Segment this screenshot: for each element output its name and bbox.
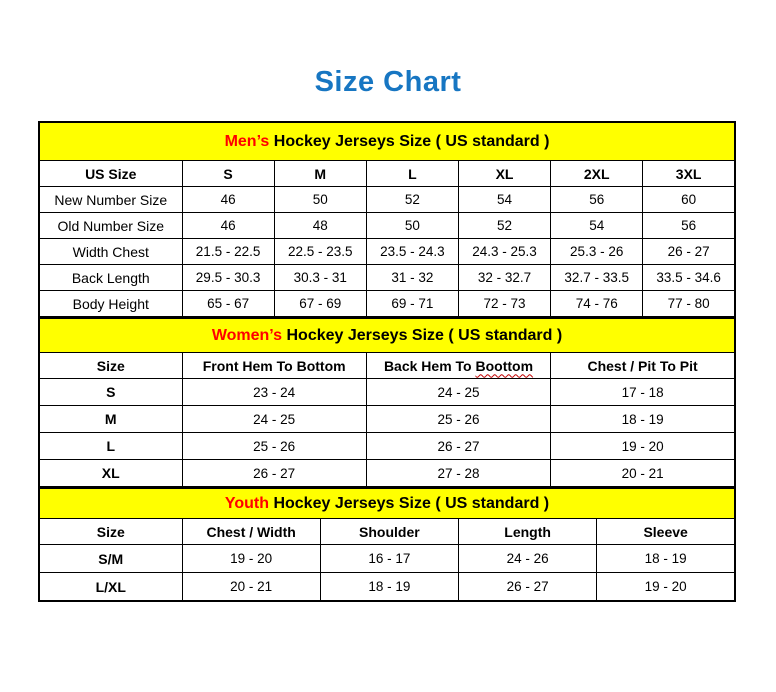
table-row [39,239,735,265]
cell-value: 25 - 26 [366,406,550,433]
column-header-misspelled [366,353,550,379]
column-header: 2XL [551,161,643,187]
cell-value: 20 - 21 [182,573,320,602]
cell-value: 18 - 19 [320,573,458,602]
cell-value: 32.7 - 33.5 [551,265,643,291]
column-header: Size [39,353,182,379]
cell-value: 31 - 32 [366,265,458,291]
table-row [39,265,735,291]
table-row [39,379,735,406]
row-label: L [39,433,182,460]
column-header: US Size [39,161,182,187]
cell-value: 17 - 18 [551,379,735,406]
cell-value: 19 - 20 [551,433,735,460]
table-row [39,460,735,488]
row-label: L/XL [39,573,182,602]
cell-value: 65 - 67 [182,291,274,318]
cell-value: 22.5 - 23.5 [274,239,366,265]
womens-table-body [39,379,735,488]
table-row [39,213,735,239]
cell-value: 29.5 - 30.3 [182,265,274,291]
cell-value: 16 - 17 [320,545,458,573]
cell-value: 72 - 73 [458,291,550,318]
cell-value: 54 [551,213,643,239]
cell-value: 30.3 - 31 [274,265,366,291]
column-header: Length [459,519,597,545]
cell-value: 32 - 32.7 [458,265,550,291]
column-header: M [274,161,366,187]
table-row [39,545,735,573]
youth-column-headers [39,519,735,545]
mens-section-band [39,122,735,161]
row-label: XL [39,460,182,488]
cell-value: 74 - 76 [551,291,643,318]
column-header: Size [39,519,182,545]
cell-value: 50 [274,187,366,213]
womens-heading-rest: Hockey Jerseys Size ( US standard ) [282,326,563,344]
cell-value: 46 [182,213,274,239]
cell-value: 24.3 - 25.3 [458,239,550,265]
cell-value: 24 - 25 [366,379,550,406]
mens-heading-rest: Hockey Jerseys Size ( US standard ) [269,132,550,150]
youth-heading-accent: Youth [224,494,269,512]
cell-value: 60 [643,187,735,213]
column-header: 3XL [643,161,735,187]
table-row [39,433,735,460]
row-label: Back Length [39,265,182,291]
table-row [39,187,735,213]
cell-value: 50 [366,213,458,239]
mens-table-body [39,187,735,318]
cell-value: 26 - 27 [182,460,366,488]
row-label: M [39,406,182,433]
cell-value: 54 [458,187,550,213]
cell-value: 27 - 28 [366,460,550,488]
cell-value: 23 - 24 [182,379,366,406]
womens-heading-accent: Women’s [211,326,283,344]
cell-value: 77 - 80 [643,291,735,318]
cell-value: 56 [551,187,643,213]
cell-value: 25 - 26 [182,433,366,460]
column-header: Sleeve [597,519,735,545]
cell-value: 25.3 - 26 [551,239,643,265]
cell-value: 20 - 21 [551,460,735,488]
youth-heading-rest: Hockey Jerseys Size ( US standard ) [269,494,550,512]
cell-value: 18 - 19 [597,545,735,573]
cell-value: 24 - 25 [182,406,366,433]
misspelling-prefix: Back Hem To [383,357,476,374]
misspelled-word: Boottom [475,357,534,374]
column-header: Chest / Width [182,519,320,545]
column-header: Shoulder [320,519,458,545]
column-header: Front Hem To Bottom [182,353,366,379]
cell-value: 26 - 27 [643,239,735,265]
column-header: XL [458,161,550,187]
cell-value: 18 - 19 [551,406,735,433]
row-label: Old Number Size [39,213,182,239]
cell-value: 46 [182,187,274,213]
womens-size-table [38,317,736,488]
womens-section-heading [39,318,735,353]
cell-value: 56 [643,213,735,239]
row-label: S/M [39,545,182,573]
cell-value: 21.5 - 22.5 [182,239,274,265]
cell-value: 48 [274,213,366,239]
table-row [39,406,735,433]
cell-value: 19 - 20 [182,545,320,573]
row-label: New Number Size [39,187,182,213]
row-label: S [39,379,182,406]
youth-section-heading [39,488,735,519]
cell-value: 52 [366,187,458,213]
cell-value: 52 [458,213,550,239]
womens-column-headers [39,353,735,379]
column-header: Chest / Pit To Pit [551,353,735,379]
womens-section-band [39,318,735,353]
column-header: L [366,161,458,187]
mens-column-headers [39,161,735,187]
cell-value: 33.5 - 34.6 [643,265,735,291]
mens-size-table [38,121,736,318]
youth-size-table [38,487,736,602]
table-row [39,573,735,602]
row-label: Body Height [39,291,182,318]
cell-value: 67 - 69 [274,291,366,318]
column-header: S [182,161,274,187]
size-tables [38,122,736,602]
cell-value: 69 - 71 [366,291,458,318]
youth-section-band [39,488,735,519]
cell-value: 26 - 27 [459,573,597,602]
row-label: Width Chest [39,239,182,265]
table-row [39,291,735,318]
mens-heading-accent: Men’s [224,132,270,150]
cell-value: 24 - 26 [459,545,597,573]
youth-table-body [39,545,735,602]
cell-value: 23.5 - 24.3 [366,239,458,265]
mens-section-heading [39,122,735,161]
cell-value: 26 - 27 [366,433,550,460]
cell-value: 19 - 20 [597,573,735,602]
page-title: Size Chart [314,66,462,98]
